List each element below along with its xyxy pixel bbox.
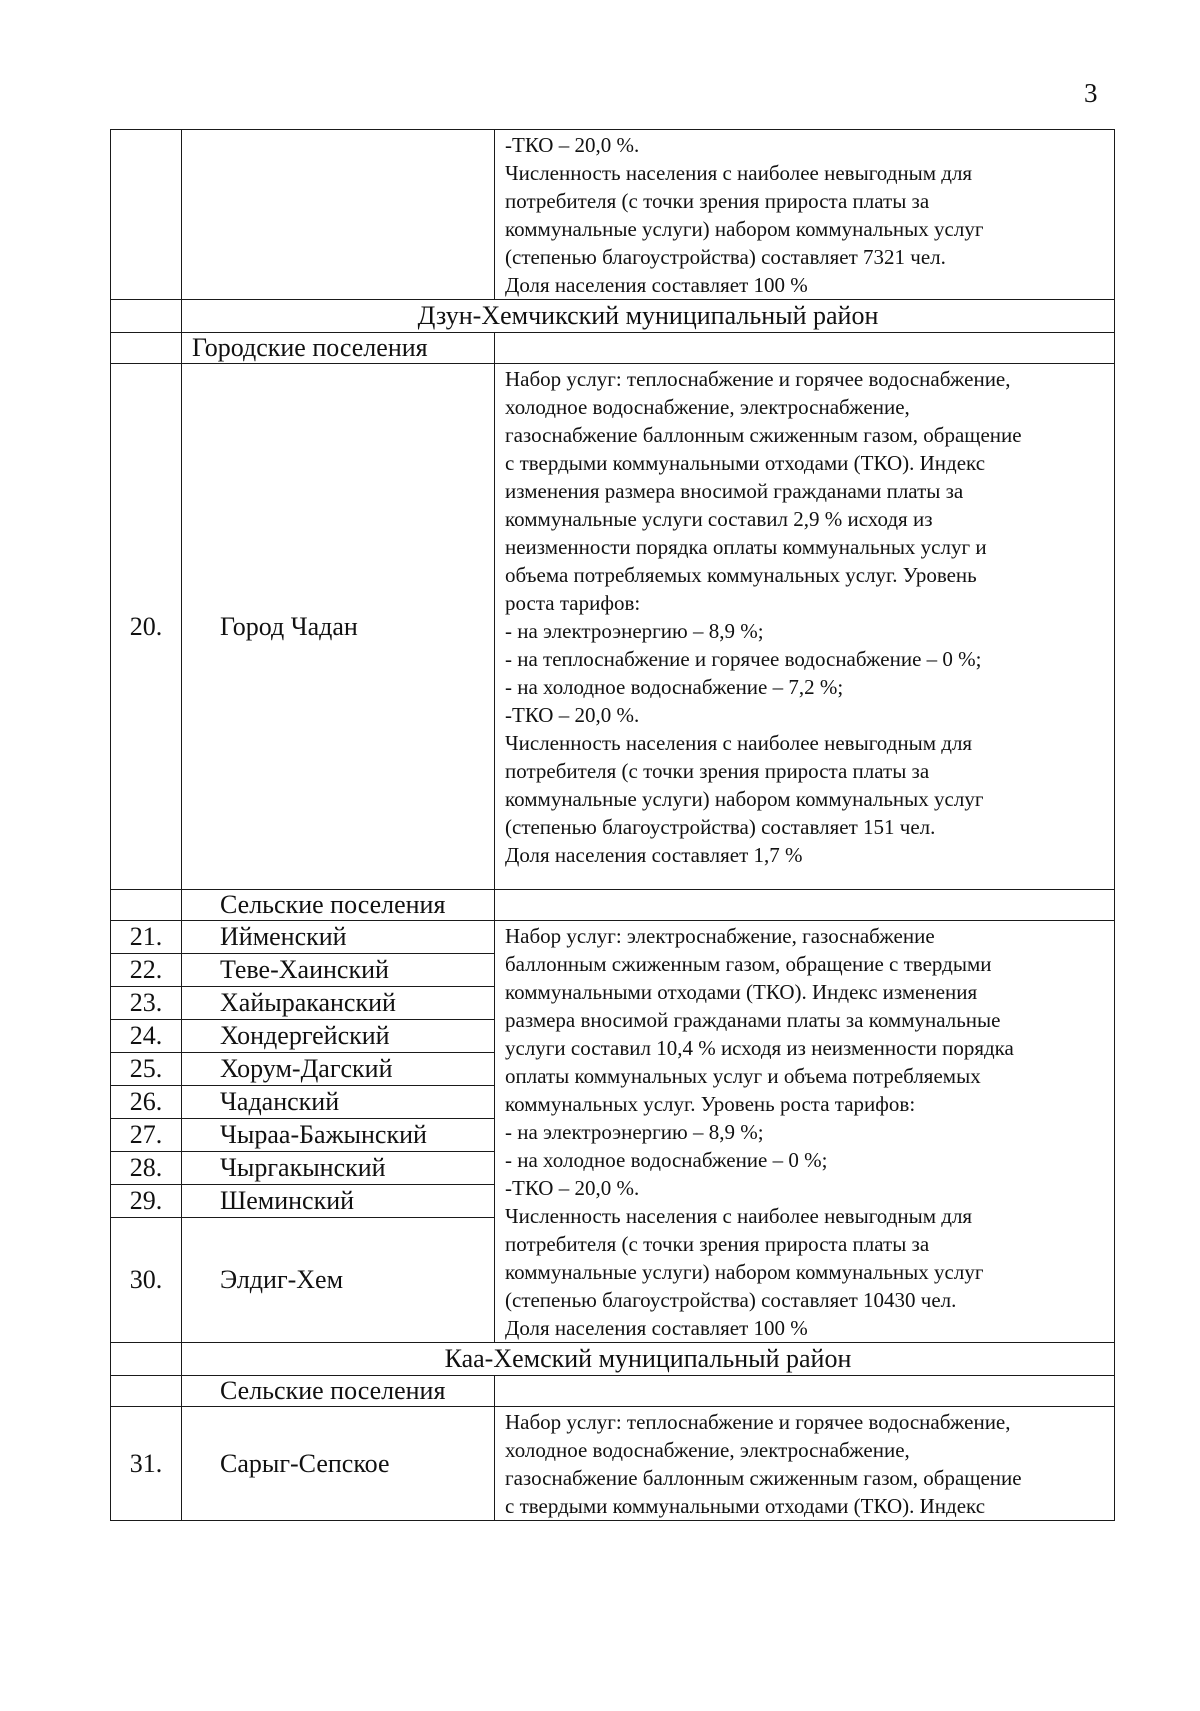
text-line: - на теплоснабжение и горячее водоснабжение – 0 %; [505, 647, 982, 671]
settlement-name: Сарыг-Сепское [182, 1407, 495, 1521]
number-cell [111, 333, 182, 364]
text-line: неизменности порядка оплаты коммунальных услуг и [505, 535, 987, 559]
description-cell [495, 1376, 1115, 1407]
description-cell [495, 1407, 1115, 1521]
settlement-name: Шеминский [182, 1185, 495, 1218]
page-number: 3 [1084, 78, 1098, 108]
text-line: газоснабжение баллонным сжиженным газом, обращение [505, 423, 1022, 447]
text-line: Набор услуг: теплоснабжение и горячее водоснабжение, [505, 1410, 1011, 1434]
number-cell [111, 890, 182, 921]
row-number: 29. [111, 1185, 182, 1218]
description-cell [495, 921, 1115, 1343]
table-row-continuation [111, 130, 1115, 300]
number-cell [111, 1376, 182, 1407]
row-number: 21. [111, 921, 182, 954]
number-cell [111, 300, 182, 333]
text-line: услуги составил 10,4 % исходя из неизменности порядка [505, 1036, 1014, 1060]
text-line: -ТКО – 20,0 %. [505, 133, 640, 157]
text-line: - на электроэнергию – 8,9 %; [505, 1120, 764, 1144]
settlement-name: Чыргакынский [182, 1152, 495, 1185]
region-title: Дзун-Хемчикский муниципальный район [182, 300, 1115, 333]
text-line: Доля населения составляет 100 % [505, 273, 808, 297]
text-line: Численность населения с наиболее невыгодным для [505, 161, 973, 185]
text-line: Численность населения с наиболее невыгодным для [505, 1204, 973, 1228]
text-line: Набор услуг: теплоснабжение и горячее водоснабжение, [505, 367, 1011, 391]
text-line: -ТКО – 20,0 %. [505, 703, 640, 727]
settlement-name: Хондергейский [182, 1020, 495, 1053]
group-label: Сельские поселения [182, 1376, 495, 1407]
description-cell [495, 890, 1115, 921]
row-number: 25. [111, 1053, 182, 1086]
text-line: коммунальными отходами (ТКО). Индекс изменения [505, 980, 978, 1004]
description-cell [495, 130, 1115, 300]
group-row [111, 1376, 1115, 1407]
text-line: (степенью благоустройства) составляет 7321 чел. [505, 245, 946, 269]
text-line: баллонным сжиженным газом, обращение с твердыми [505, 952, 992, 976]
text-line: холодное водоснабжение, электроснабжение, [505, 1438, 910, 1462]
row-number: 24. [111, 1020, 182, 1053]
group-label: Сельские поселения [182, 890, 495, 921]
row-number: 23. [111, 987, 182, 1020]
group-row [111, 333, 1115, 364]
settlement-name: Ийменский [182, 921, 495, 954]
row-number: 28. [111, 1152, 182, 1185]
text-line: Доля населения составляет 100 % [505, 1316, 808, 1340]
text-line: потребителя (с точки зрения прироста платы за [505, 189, 930, 213]
number-cell [111, 130, 182, 300]
table-row [111, 364, 1115, 890]
text-line: (степенью благоустройства) составляет 10430 чел. [505, 1288, 957, 1312]
row-number: 31. [111, 1407, 182, 1521]
text-line: коммунальные услуги) набором коммунальных услуг [505, 217, 984, 241]
text-line: - на холодное водоснабжение – 0 %; [505, 1148, 828, 1172]
text-line: Численность населения с наиболее невыгодным для [505, 731, 973, 755]
text-line: холодное водоснабжение, электроснабжение, [505, 395, 910, 419]
description-cell [495, 333, 1115, 364]
description-cell [495, 364, 1115, 890]
text-line: оплаты коммунальных услуг и объема потребляемых [505, 1064, 981, 1088]
region-row [111, 1343, 1115, 1376]
row-number: 26. [111, 1086, 182, 1119]
row-number: 27. [111, 1119, 182, 1152]
row-number: 22. [111, 954, 182, 987]
settlement-name: Элдиг-Хем [182, 1218, 495, 1343]
text-line: потребителя (с точки зрения прироста платы за [505, 759, 930, 783]
text-line: размера вносимой гражданами платы за коммунальные [505, 1008, 1001, 1032]
table-row [111, 1407, 1115, 1521]
text-line: коммунальные услуги) набором коммунальных услуг [505, 787, 984, 811]
text-line: объема потребляемых коммунальных услуг. Уровень [505, 563, 977, 587]
text-line: -ТКО – 20,0 %. [505, 1176, 640, 1200]
text-line: роста тарифов: [505, 591, 641, 615]
text-line: изменения размера вносимой гражданами платы за [505, 479, 964, 503]
text-line: - на электроэнергию – 8,9 %; [505, 619, 764, 643]
settlement-name: Чыраа-Бажынский [182, 1119, 495, 1152]
settlement-name: Город Чадан [182, 364, 495, 890]
settlement-name: Хорум-Дагский [182, 1053, 495, 1086]
name-cell [182, 130, 495, 300]
settlement-name: Хайыраканский [182, 987, 495, 1020]
text-line: Набор услуг: электроснабжение, газоснабжение [505, 924, 935, 948]
group-row [111, 890, 1115, 921]
text-line: с твердыми коммунальными отходами (ТКО). Индекс [505, 1494, 986, 1518]
row-number: 30. [111, 1218, 182, 1343]
text-line: (степенью благоустройства) составляет 151 чел. [505, 815, 936, 839]
row-number: 20. [111, 364, 182, 890]
text-line: коммунальных услуг. Уровень роста тарифов: [505, 1092, 916, 1116]
settlements-table [110, 129, 1115, 1521]
region-row [111, 300, 1115, 333]
region-title: Каа-Хемский муниципальный район [182, 1343, 1115, 1376]
text-line: коммунальные услуги) набором коммунальных услуг [505, 1260, 984, 1284]
table-row [111, 921, 1115, 954]
settlement-name: Чаданский [182, 1086, 495, 1119]
text-line: Доля населения составляет 1,7 % [505, 843, 803, 867]
text-line: потребителя (с точки зрения прироста платы за [505, 1232, 930, 1256]
settlement-name: Теве-Хаинский [182, 954, 495, 987]
number-cell [111, 1343, 182, 1376]
text-line: коммунальные услуги составил 2,9 % исходя из [505, 507, 933, 531]
group-label: Городские поселения [182, 333, 495, 364]
text-line: - на холодное водоснабжение – 7,2 %; [505, 675, 844, 699]
text-line: газоснабжение баллонным сжиженным газом, обращение [505, 1466, 1022, 1490]
text-line: с твердыми коммунальными отходами (ТКО). Индекс [505, 451, 986, 475]
